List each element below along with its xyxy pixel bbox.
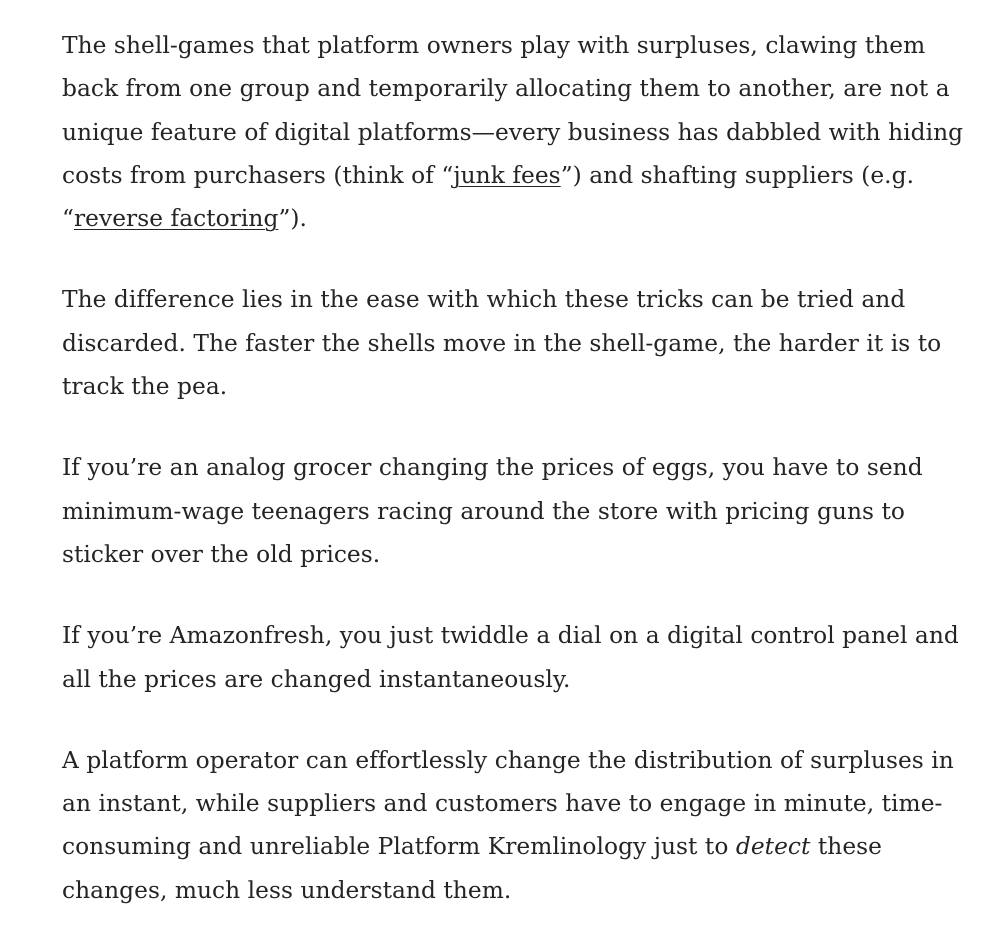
junk-fees-link[interactable]: junk fees: [453, 161, 561, 189]
paragraph-text: ”) and shafting suppliers (e.g. “: [62, 161, 915, 233]
paragraph-shell-games: [62, 24, 974, 240]
reverse-factoring-link[interactable]: reverse factoring: [73, 205, 279, 233]
paragraph-text: these changes, much less understand them.: [62, 833, 883, 904]
emphasis-detect: detect: [735, 833, 811, 861]
paragraph-text: The shell-games that platform owners play with surpluses, clawing them back from one group and temporarily allocating them to another, are not a unique feature of digital platforms—every business has dabbled with hiding costs from purchasers (think of “: [62, 32, 964, 189]
paragraph-analog-grocer: If you’re an analog grocer changing the prices of eggs, you have to send minimum-wage teenagers racing around the store with pricing guns to sticker over the old prices.: [62, 454, 923, 568]
paragraph-text: A platform operator can effortlessly change the distribution of surpluses in an instant, while suppliers and customers have to engage in minute, time-consuming and unreliable Platform Kremlinology just to: [62, 746, 954, 861]
paragraph-amazonfresh: If you’re Amazonfresh, you just twiddle a dial on a digital control panel and all the prices are changed instantaneously.: [62, 622, 959, 693]
paragraph-platform-operator: [62, 739, 974, 912]
paragraph-text: ”).: [278, 205, 307, 233]
article-body: [62, 24, 974, 912]
paragraph-difference: The difference lies in the ease with which these tricks can be tried and discarded. The faster the shells move in the shell-game, the harder it is to track the pea.: [62, 286, 942, 401]
